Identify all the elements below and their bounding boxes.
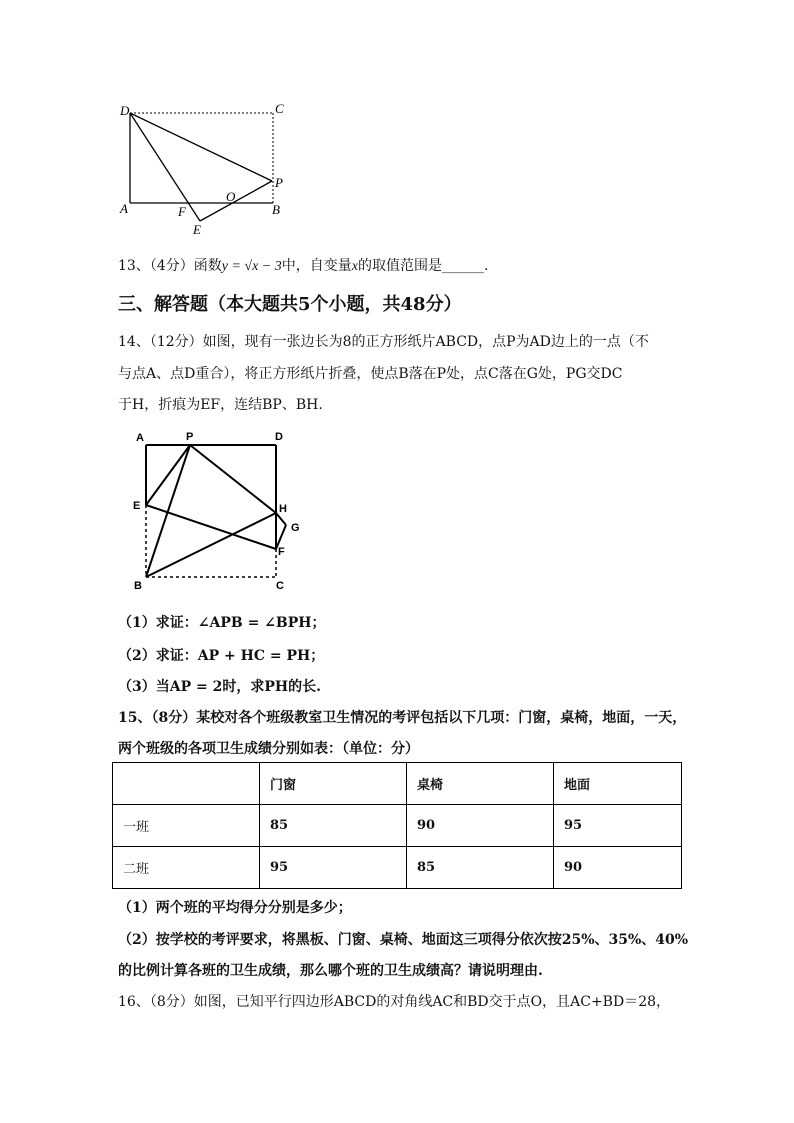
label-B: B [134, 580, 142, 592]
q14-line-2: 与点A、点D重合），将正方形纸片折叠，使点B落在P处，点C落在G处，PG交DC [118, 366, 623, 382]
label-C: C [276, 580, 284, 592]
table-cell: 一班 [113, 805, 260, 847]
table-header-cell: 桌椅 [407, 763, 554, 805]
q14-line-3: 于H，折痕为EF，连结BP、BH. [118, 397, 323, 413]
table-header-cell: 门窗 [260, 763, 407, 805]
q14-part-2: （2）求证：AP + HC = PH； [118, 648, 325, 664]
table-row [113, 847, 682, 889]
table-row [113, 805, 682, 847]
table-cell: 90 [407, 805, 554, 847]
q15-sub-2-line-2: 的比例计算各班的卫生成绩，那么哪个班的卫生成绩高？请说明理由. [118, 963, 543, 979]
figure-q14-diagram [128, 425, 308, 595]
label-O: O [226, 189, 236, 204]
question-13 [118, 255, 488, 275]
label-C: C [275, 101, 284, 116]
table-cell: 95 [554, 805, 682, 847]
table-cell: 95 [260, 847, 407, 889]
label-B: B [272, 202, 280, 217]
table-cell: 85 [260, 805, 407, 847]
label-F: F [278, 546, 285, 558]
label-E: E [133, 500, 141, 512]
label-E: E [193, 222, 201, 237]
q14-line-1: 14、（12分）如图，现有一张边长为8的正方形纸片ABCD，点P为AD边上的一点（不 [118, 334, 649, 350]
q15-sub-1: （1）两个班的平均得分分别是多少； [118, 900, 352, 916]
q14-part-1: （1）求证：∠APB = ∠BPH； [118, 615, 326, 631]
label-P: P [186, 431, 194, 443]
table-header-cell [113, 763, 260, 805]
q13-text: 中，自变量 [281, 258, 352, 274]
table-header-cell: 地面 [554, 763, 682, 805]
label-D: D [120, 103, 130, 118]
figure-q12-diagram [110, 98, 300, 238]
q14-part-3: （3）当AP = 2时，求PH的长. [118, 679, 321, 695]
label-A: A [120, 201, 128, 216]
q13-variable: x [351, 259, 358, 274]
label-F: F [178, 204, 186, 219]
table-cell: 85 [407, 847, 554, 889]
label-G: G [291, 522, 300, 534]
q16-line-1: 16、（8分）如图，已知平行四边形ABCD的对角线AC和BD交于点O，且AC+BD＝28， [118, 994, 671, 1010]
q15-sub-2-line-1: （2）按学校的考评要求，将黑板、门窗、桌椅、地面这三项得分依次按25%、35%、40% [118, 932, 689, 948]
label-D: D [275, 431, 283, 443]
q13-function: y = √x − 3 [221, 259, 282, 274]
q15-line-2: 两个班级的各项卫生成绩分别如表：（单位：分） [118, 741, 419, 757]
label-A: A [136, 432, 144, 444]
q13-rest: 的取值范围是______. [357, 258, 489, 274]
table-cell: 二班 [113, 847, 260, 889]
score-table [112, 762, 682, 889]
label-H: H [279, 503, 287, 515]
label-P: P [275, 175, 283, 190]
section-title: 三、解答题（本大题共5个小题，共48分） [118, 294, 462, 315]
q15-line-1: 15、（8分）某校对各个班级教室卫生情况的考评包括以下几项：门窗，桌椅，地面，一天， [118, 710, 687, 726]
table-cell: 90 [554, 847, 682, 889]
table-header-row [113, 763, 682, 805]
q13-number: 13、（4分）函数 [118, 258, 222, 274]
